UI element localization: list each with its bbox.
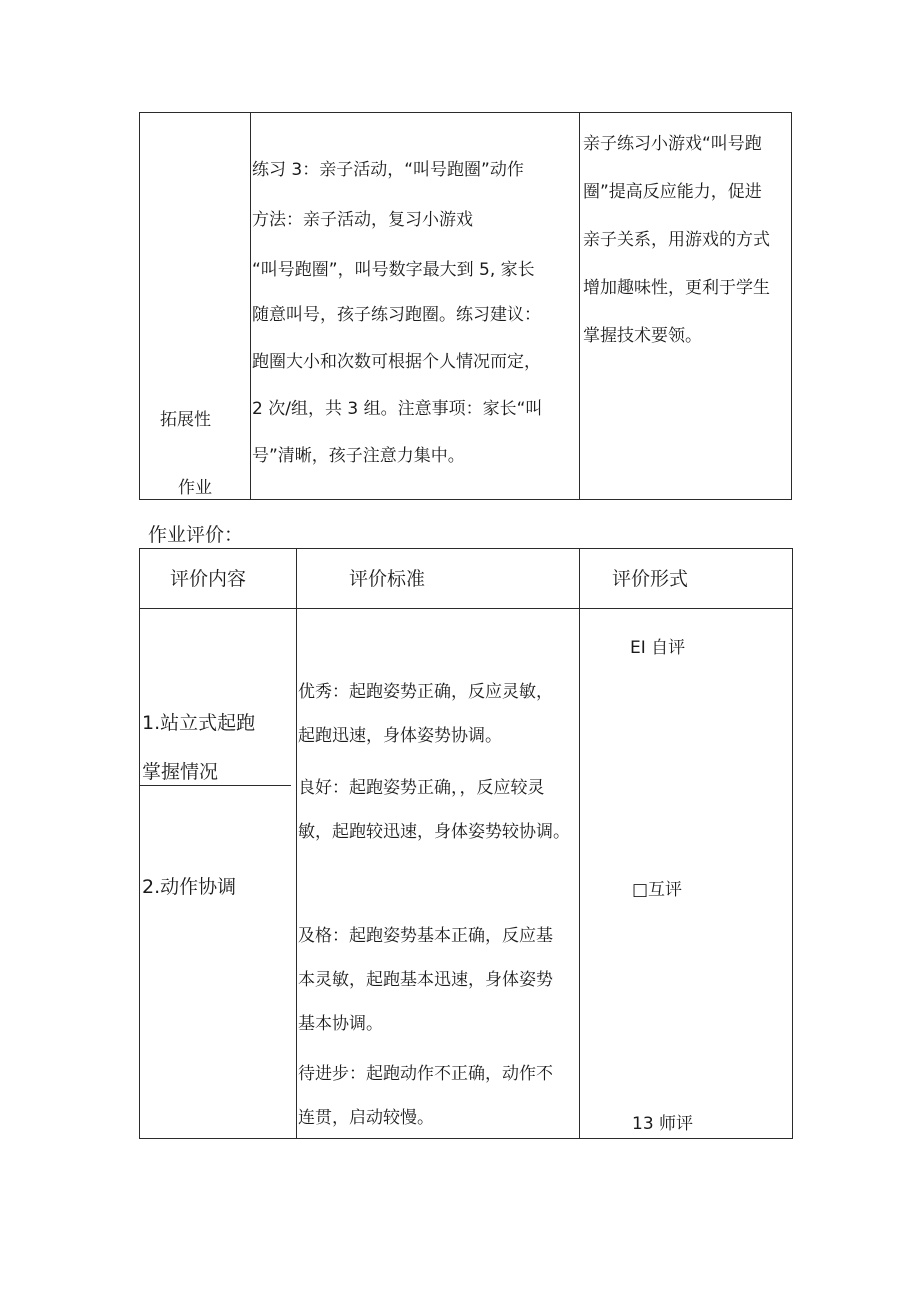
evaluation-table: [139, 548, 793, 1139]
homework-content-line: 号”清晰，孩子注意力集中。: [252, 446, 465, 466]
standard-improve: [298, 1063, 553, 1129]
homework-purpose-line: 亲子关系，用游戏的方式: [583, 230, 770, 250]
homework-content-line: 跑圈大小和次数可根据个人情况而定，: [252, 352, 541, 372]
standard-line: 及格：起跑姿势基本正确，反应基: [298, 926, 553, 946]
header-content: 评价内容: [170, 568, 247, 590]
homework-category-line1: 拓展性: [160, 410, 211, 430]
standard-excellent: [298, 681, 553, 747]
evaluation-item-1-line1: 1.站立式起跑: [142, 712, 256, 734]
homework-category-line2: 作业: [178, 478, 212, 498]
evaluation-column-divider-1: [296, 548, 297, 1139]
evaluation-header-divider: [139, 608, 793, 609]
header-standard: 评价标准: [349, 568, 426, 590]
standard-line: 连贯，启动较慢。: [298, 1108, 434, 1128]
evaluation-item-1-line2: 掌握情况: [142, 761, 219, 783]
standard-line: 良好：起跑姿势正确，，反应较灵: [298, 778, 545, 798]
standard-line: 基本协调。: [298, 1014, 383, 1034]
standard-pass: [298, 925, 553, 1035]
homework-table-divider-1: [250, 112, 251, 500]
homework-purpose: [583, 133, 770, 347]
evaluation-section-title: 作业评价：: [148, 524, 244, 546]
form-teacher: 13 师评: [632, 1114, 694, 1134]
evaluation-item-2: 2.动作协调: [142, 876, 237, 898]
standard-line: 敏，起跑较迅速，身体姿势较协调。: [298, 822, 570, 842]
form-peer: □互评: [632, 880, 683, 900]
standard-line: 优秀：起跑姿势正确，反应灵敏，: [298, 682, 553, 702]
homework-content-line: 练习 3：亲子活动，“叫号跑圈”动作: [252, 160, 524, 180]
header-form: 评价形式: [612, 568, 689, 590]
homework-content-line: 2 次/组，共 3 组。注意事项：家长“叫: [252, 399, 543, 419]
standard-line: 本灵敏，起跑基本迅速，身体姿势: [298, 970, 553, 990]
homework-content: [252, 159, 542, 467]
standard-good: [298, 777, 570, 843]
evaluation-column-divider-2: [579, 548, 580, 1139]
standard-line: 待进步：起跑动作不正确，动作不: [298, 1064, 553, 1084]
homework-content-line: 随意叫号，孩子练习跑圈。练习建议：: [252, 305, 541, 325]
homework-table-divider-2: [579, 112, 580, 500]
homework-purpose-line: 增加趣味性，更利于学生: [583, 278, 770, 298]
form-self: EI 自评: [630, 638, 686, 658]
homework-purpose-line: 掌握技术要领。: [583, 326, 702, 346]
homework-purpose-line: 圈”提高反应能力，促进: [583, 182, 762, 202]
evaluation-item-divider: [139, 785, 291, 786]
homework-content-line: 方法：亲子活动，复习小游戏: [252, 210, 473, 230]
homework-purpose-line: 亲子练习小游戏“叫号跑: [583, 134, 762, 154]
homework-content-line: “叫号跑圈”，叫号数字最大到 5, 家长: [252, 260, 535, 280]
standard-line: 起跑迅速，身体姿势协调。: [298, 726, 502, 746]
